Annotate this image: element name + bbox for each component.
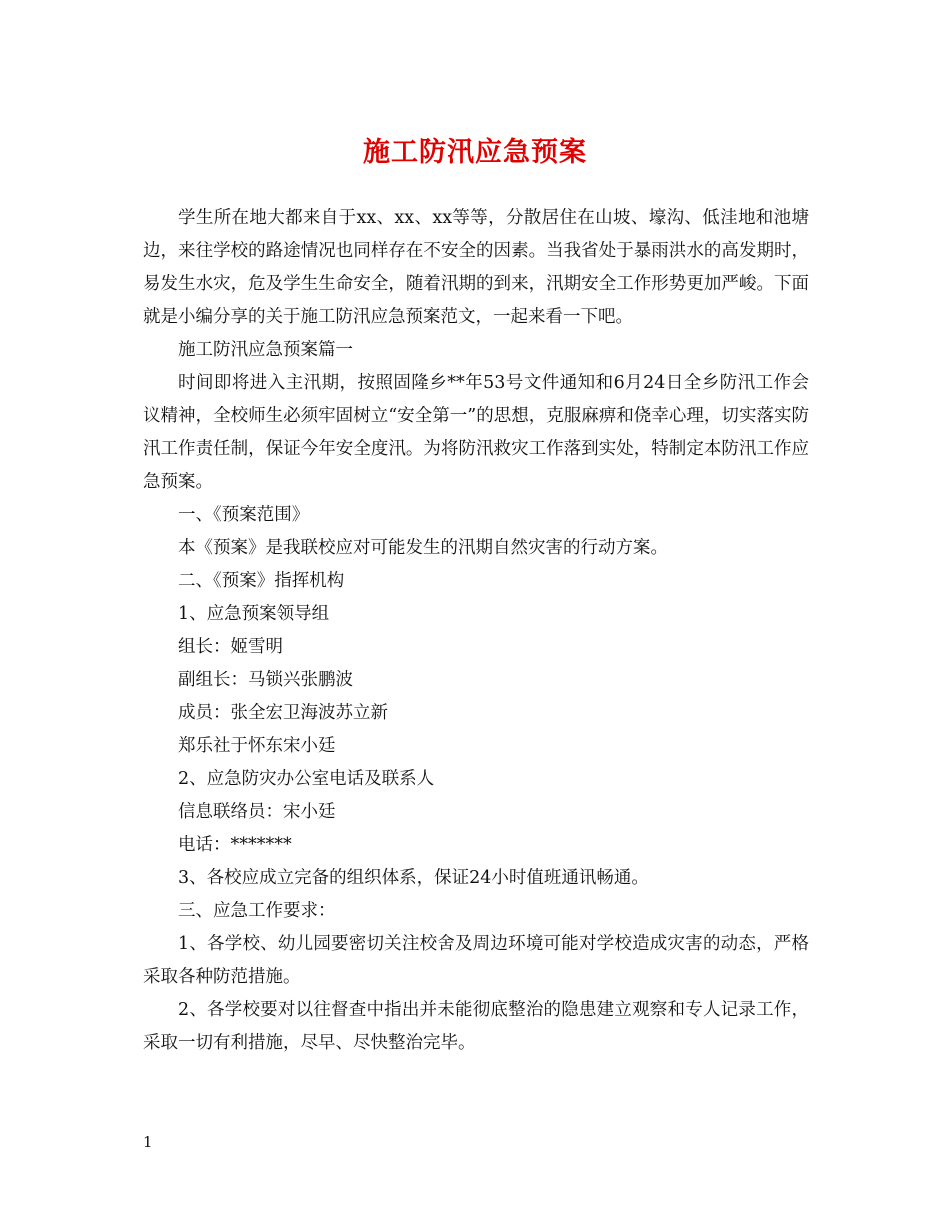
paragraph: 一、《预案范围》 [178,505,310,525]
paragraph: 郑乐社于怀东宋小廷 [178,736,336,756]
paragraph: 本《预案》是我联校应对可能发生的汛期自然灾害的行动方案。 [178,538,668,558]
paragraph: 副组长：马锁兴张鹏波 [178,670,353,690]
paragraph: 组长：姬雪明 [178,637,283,657]
paragraph: 电话：******* [178,835,292,855]
paragraph: 成员：张全宏卫海波苏立新 [178,703,388,723]
document-title: 施工防汛应急预案 [363,137,587,168]
paragraph: 二、《预案》指挥机构 [178,571,345,591]
paragraph: 信息联络员：宋小廷 [178,802,336,822]
paragraph: 2、各学校要对以往督查中指出并未能彻底整治的隐患建立观察和专人记录工作，采取一切有利措施，尽早、尽快整治完毕。 [143,1000,809,1053]
paragraph: 学生所在地大都来自于xx、xx、xx等等，分散居住在山坡、壕沟、低洼地和池塘边，来往学校的路途情况也同样存在不安全的因素。当我省处于暴雨洪水的高发期时，易发生水灾，危及学生生命安全，随着汛期的到来，汛期安全工作形势更加严峻。下面就是小编分享的关于施工防汛应急预案范文，一起来看一下吧。 [143,208,809,327]
document-body [143,202,809,1060]
paragraph: 2、应急防灾办公室电话及联系人 [178,769,435,789]
paragraph: 施工防汛应急预案篇一 [178,340,353,360]
paragraph: 时间即将进入主汛期，按照固隆乡**年53号文件通知和6月24日全乡防汛工作会议精神，全校师生必须牢固树立“安全第一”的思想，克服麻痹和侥幸心理，切实落实防汛工作责任制，保证今年安全度汛。为将防汛救灾工作落到实处，特制定本防汛工作应急预案。 [143,373,809,492]
paragraph: 3、各校应成立完备的组织体系，保证24小时值班通讯畅通。 [178,868,649,888]
paragraph: 1、应急预案领导组 [178,604,330,624]
paragraph: 1、各学校、幼儿园要密切关注校舍及周边环境可能对学校造成灾害的动态，严格采取各种防范措施。 [143,934,809,987]
paragraph: 三、应急工作要求： [178,901,336,921]
page-number: 1 [143,1133,153,1151]
